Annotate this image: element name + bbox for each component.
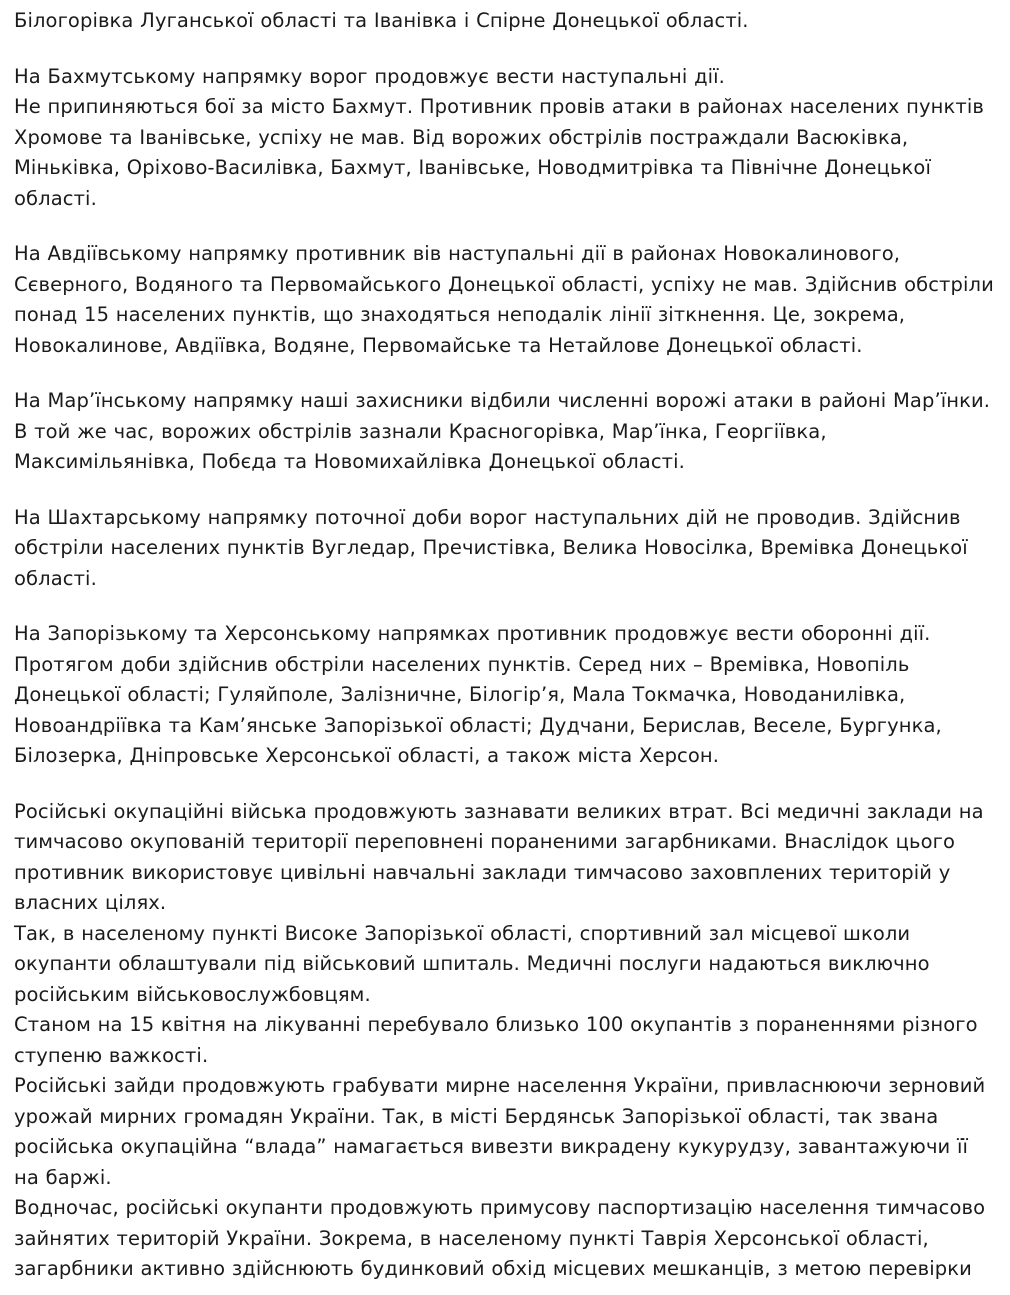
paragraph: Російські зайди продовжують грабувати мирне населення України, привласнюючи зерновий урожай мирних громадян України. Так, в місті Бердянськ Запорізької області, так звана російська окупаційна “влада” намагається вивезти викрадену кукурудзу, завантажуючи її на баржі.: [14, 1074, 986, 1189]
paragraph: На Шахтарському напрямку поточної доби ворог наступальних дій не проводив. Здійснив обстріли населених пунктів Вугледар, Пречистівка, Велика Новосілка, Времівка Донецької області.: [14, 505, 968, 590]
paragraph: На Бахмутському напрямку ворог продовжує вести наступальні дії.: [14, 64, 725, 88]
paragraph: Так, в населеному пункті Високе Запорізької області, спортивний зал місцевої школи окупанти облаштували під військовий шпиталь. Медичні послуги надаються виключно російським військовослужбовцям.: [14, 921, 930, 1006]
paragraph: Не припиняються бої за місто Бахмут. Противник провів атаки в районах населених пунктів Хромове та Іванівське, успіху не мав. Від ворожих обстрілів постраждали Васюківка, Міньківка, Оріхово-Василівка, Бахмут, Іванівське, Новодмитрівка та Північне Донецької області.: [14, 95, 984, 210]
paragraph: На Мар’їнському напрямку наші захисники відбили численні ворожі атаки в районі Мар’їнки. В той же час, ворожих обстрілів зазнали Красногорівка, Мар’їнка, Георгіївка, Максимільянівка, Побєда та Новомихайлівка Донецької області.: [14, 389, 991, 473]
paragraph: На Запорізькому та Херсонському напрямках противник продовжує вести оборонні дії. Протягом доби здійснив обстріли населених пунктів. Серед них – Времівка, Новопіль Донецької області; Гуляйполе, Залізничне, Білогір’я, Мала Токмачка, Новоданилівка, Новоандріївка та Кам’янське Запорізької області; Дудчани, Берислав, Веселе, Бургунка, Білозерка, Дніпровське Херсонської області, а також міста Херсон.: [14, 622, 942, 767]
paragraph: Станом на 15 квітня на лікуванні перебувало близько 100 окупантів з пораненнями різного ступеню важкості.: [14, 1013, 978, 1067]
paragraph: Білогорівка Луганської області та Іванівка і Спірне Донецької області.: [14, 9, 749, 32]
paragraph: На Авдіївському напрямку противник вів наступальні дії в районах Новокалинового, Сєверного, Водяного та Первомайського Донецької області, успіху не мав. Здійснив обстріли понад 15 населених пунктів, що знаходяться неподалік лінії зіткнення. Це, зокрема, Новокалинове, Авдіївка, Водяне, Первомайське та Нетайлове Донецької області.: [14, 242, 994, 357]
paragraph: Водночас, російські окупанти продовжують примусову паспортизацію населення тимчасово зайнятих територій України. Зокрема, в населеному пункті Таврія Херсонської області, загарбники активно здійснюють будинковий обхід місцевих мешканців, з метою перевірки: [14, 1196, 986, 1280]
paragraph: Російські окупаційні війська продовжують зазнавати великих втрат. Всі медичні заклади на тимчасово окупованій території переповнені пораненими загарбниками. Внаслідок цього противник використовує цивільні навчальні заклади тимчасово заховплених територій у власних цілях.: [14, 799, 984, 914]
